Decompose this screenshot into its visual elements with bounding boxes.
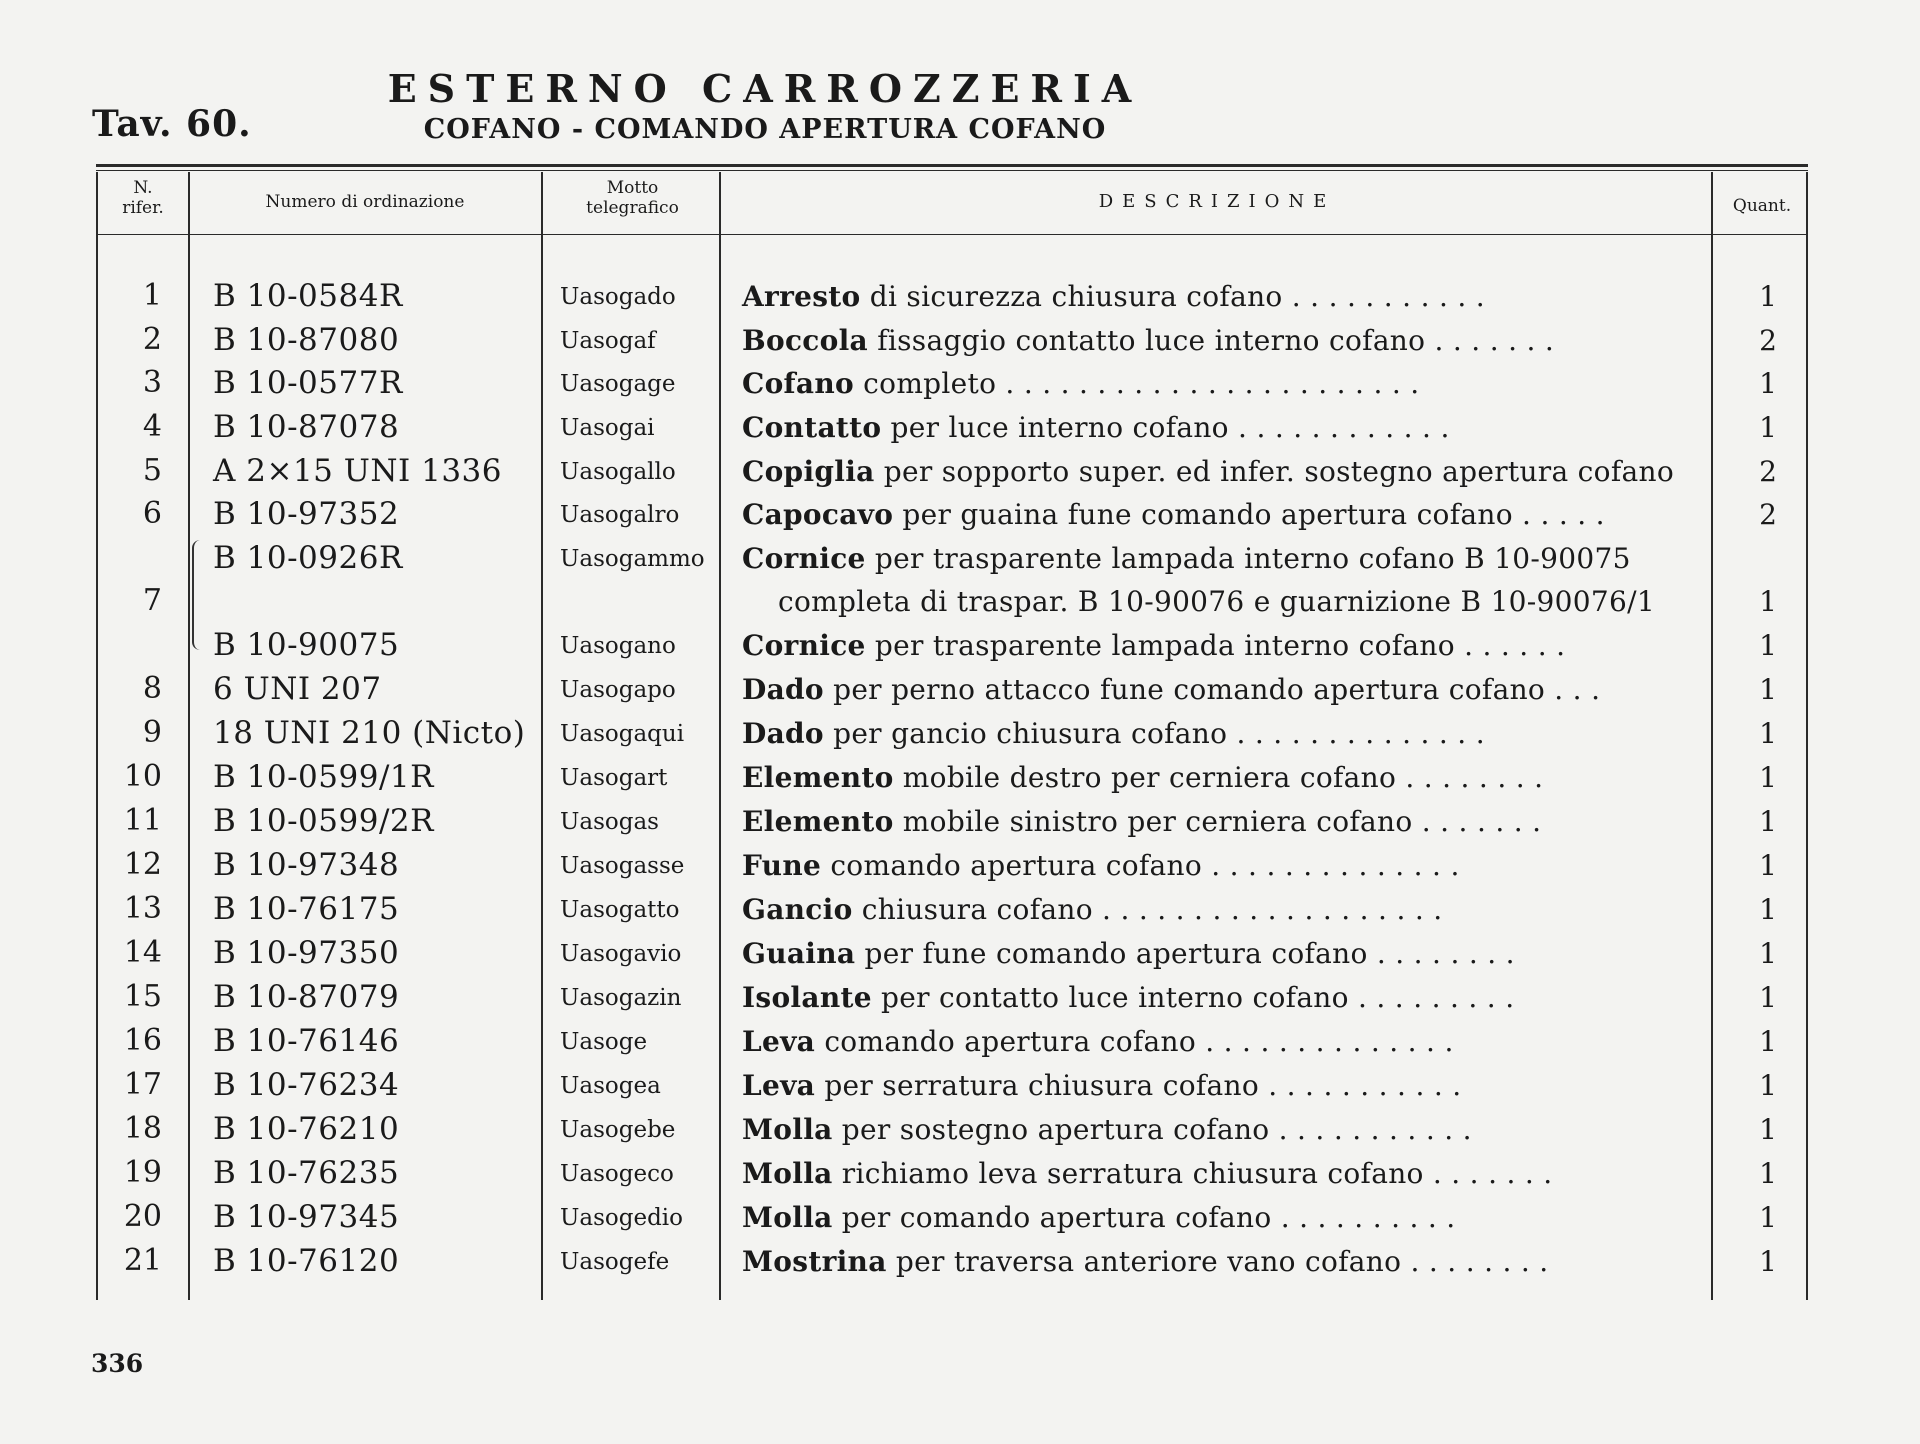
row-description-text: per perno attacco fune comando apertura cofano . . .	[823, 673, 1601, 706]
row-order-number: B 10-76175	[213, 891, 400, 927]
row-description-text: comando apertura cofano . . . . . . . . . . . . . .	[815, 1025, 1454, 1058]
row-order-number: B 10-76146	[213, 1023, 400, 1059]
row-description-keyword: Leva	[742, 1069, 816, 1102]
header-num	[98, 178, 188, 218]
row-description	[742, 367, 1419, 400]
row-description-keyword: Leva	[742, 1025, 816, 1058]
row-telegraphic-code: Uasogalro	[560, 502, 680, 528]
row-description-keyword: Cofano	[742, 367, 854, 400]
row-telegraphic-code: Uasogage	[560, 371, 676, 397]
row-quantity: 1	[1759, 805, 1777, 838]
row-description-text: per traversa anteriore vano cofano . . . . . . . .	[886, 1245, 1549, 1278]
row-order-number: B 10-90075	[213, 627, 400, 663]
row-order-number: 18 UNI 210 (Nicto)	[213, 715, 526, 751]
col-divider-1	[188, 172, 190, 1300]
row-quantity: 1	[1759, 673, 1777, 706]
row-description	[742, 542, 1631, 575]
row-description-text: di sicurezza chiusura cofano . . . . . . . . . . .	[860, 280, 1485, 313]
row-description-text: completo . . . . . . . . . . . . . . . . . . . . . . .	[853, 367, 1420, 400]
row-quantity: 1	[1759, 629, 1777, 662]
row-quantity: 1	[1759, 717, 1777, 750]
header-motto-line2: telegrafico	[586, 198, 679, 218]
row-ref-number: 20	[123, 1199, 162, 1234]
row-description-keyword: Cornice	[742, 542, 866, 575]
row-quantity: 1	[1759, 367, 1777, 400]
row-description-text: per trasparente lampada interno cofano . . . . . .	[865, 629, 1566, 662]
row-telegraphic-code: Uasogavio	[560, 941, 682, 967]
row-description	[742, 673, 1600, 706]
row-description	[742, 1157, 1553, 1190]
row-quantity: 1	[1759, 1245, 1777, 1278]
row-description	[742, 629, 1565, 662]
row-description	[742, 280, 1485, 313]
header-ordine: Numero di ordinazione	[265, 192, 465, 212]
row-order-number: B 10-97345	[213, 1199, 400, 1235]
row-ref-number: 7	[142, 583, 162, 618]
row-description-keyword: Gancio	[742, 893, 853, 926]
top-rule-thin	[96, 170, 1808, 171]
row-description-text: per comando apertura cofano . . . . . . . . . .	[832, 1201, 1456, 1234]
row-telegraphic-code: Uasogapo	[560, 677, 676, 703]
col-divider-4	[1711, 172, 1713, 1300]
row-quantity: 1	[1759, 937, 1777, 970]
row-telegraphic-code: Uasogazin	[560, 985, 682, 1011]
row-description-keyword: Molla	[742, 1157, 833, 1190]
row-quantity: 1	[1759, 981, 1777, 1014]
row-description	[742, 1201, 1456, 1234]
header-motto-line1: Motto	[606, 178, 659, 198]
row-telegraphic-code: Uasoge	[560, 1029, 648, 1055]
row-ref-number: 1	[142, 278, 162, 313]
row-ref-number: 10	[123, 759, 162, 794]
page-subtitle: COFANO - COMANDO APERTURA COFANO	[423, 114, 1107, 145]
row-description	[742, 498, 1605, 531]
row-quantity: 1	[1759, 1201, 1777, 1234]
row-description-keyword: Dado	[742, 673, 824, 706]
row-quantity: 2	[1759, 455, 1777, 488]
row-description	[742, 1245, 1549, 1278]
row-description-text: per fune comando apertura cofano . . . . . . . .	[855, 937, 1515, 970]
row-description-keyword: Isolante	[742, 981, 872, 1014]
row-telegraphic-code: Uasogaqui	[560, 721, 685, 747]
row-description-text: per guaina fune comando apertura cofano . . . . .	[893, 498, 1605, 531]
row-ref-number: 13	[123, 891, 162, 926]
row-telegraphic-code: Uasogaf	[560, 328, 656, 354]
row-telegraphic-code: Uasogado	[560, 284, 676, 310]
row-order-number: A 2×15 UNI 1336	[213, 453, 502, 489]
row-description	[742, 893, 1442, 926]
row-description	[742, 455, 1674, 488]
row-description-text: per trasparente lampada interno cofano B 10-90075	[865, 542, 1631, 575]
row-ref-number: 15	[123, 979, 162, 1014]
row-description-text: fissaggio contatto luce interno cofano . . . . . . .	[868, 324, 1555, 357]
row-ref-number: 14	[123, 935, 162, 970]
page-title: ESTERNO CARROZZERIA	[387, 66, 1143, 111]
row-order-number: B 10-0926R	[213, 540, 403, 576]
row-telegraphic-code: Uasogeco	[560, 1161, 674, 1187]
col-divider-2	[541, 172, 543, 1300]
header-num-line1: N.	[133, 178, 153, 198]
row-description-text: per contatto luce interno cofano . . . . . . . . .	[871, 981, 1515, 1014]
row-order-number: B 10-97352	[213, 496, 400, 532]
row-ref-number: 6	[142, 496, 162, 531]
row-description	[742, 324, 1554, 357]
row-description	[742, 411, 1450, 444]
row-description	[742, 1069, 1461, 1102]
col-divider-right	[1806, 172, 1808, 1300]
row-order-number: B 10-87079	[213, 979, 400, 1015]
row-ref-number: 11	[123, 803, 162, 838]
row-telegraphic-code: Uasogebe	[560, 1117, 676, 1143]
row-quantity: 1	[1759, 761, 1777, 794]
row-order-number: B 10-76120	[213, 1243, 400, 1279]
row-ref-number: 3	[142, 365, 162, 400]
row-description-text: completa di traspar. B 10-90076 e guarnizione B 10-90076/1	[778, 585, 1655, 618]
row-telegraphic-code: Uasogedio	[560, 1205, 684, 1231]
row-order-number: B 10-87078	[213, 409, 400, 445]
row-ref-number: 9	[142, 715, 162, 750]
header-motto	[545, 178, 720, 218]
row-ref-number: 17	[123, 1067, 162, 1102]
row-order-number: B 10-76235	[213, 1155, 400, 1191]
row-description	[742, 937, 1515, 970]
row-telegraphic-code: Uasogatto	[560, 897, 680, 923]
row-description-keyword: Molla	[742, 1113, 833, 1146]
row-order-number: B 10-97348	[213, 847, 400, 883]
row-description-text: mobile destro per cerniera cofano . . . . . . . .	[893, 761, 1544, 794]
row-description	[742, 1113, 1472, 1146]
row-ref-number: 2	[142, 322, 162, 357]
row-description	[742, 981, 1514, 1014]
row-description	[778, 585, 1655, 618]
row-ref-number: 18	[123, 1111, 162, 1146]
row-telegraphic-code: Uasogefe	[560, 1249, 670, 1275]
row-description-text: per serratura chiusura cofano . . . . . . . . . . .	[815, 1069, 1462, 1102]
row-description-text: per sopporto super. ed infer. sostegno apertura cofano	[874, 455, 1674, 488]
row-description-keyword: Capocavo	[742, 498, 894, 531]
top-rule	[96, 164, 1808, 167]
row-telegraphic-code: Uasogammo	[560, 546, 705, 572]
row-ref-number: 4	[142, 409, 162, 444]
page-number: 336	[91, 1349, 144, 1378]
header-descrizione: DESCRIZIONE	[1098, 191, 1336, 212]
header-num-line2: rifer.	[122, 198, 164, 218]
row-quantity: 1	[1759, 849, 1777, 882]
row-ref-number: 19	[123, 1155, 162, 1190]
row-description	[742, 717, 1485, 750]
row-description-keyword: Boccola	[742, 324, 868, 357]
row-description-keyword: Dado	[742, 717, 824, 750]
table-number: Tav. 60.	[92, 103, 252, 145]
row-order-number: B 10-0599/1R	[213, 759, 434, 795]
row-description	[742, 1025, 1454, 1058]
row-description	[742, 805, 1541, 838]
row-telegraphic-code: Uasogasse	[560, 853, 685, 879]
row-ref-number: 8	[142, 671, 162, 706]
row-order-number: B 10-0584R	[213, 278, 403, 314]
row-description-keyword: Molla	[742, 1201, 833, 1234]
row-telegraphic-code: Uasogano	[560, 633, 676, 659]
row-description-keyword: Guaina	[742, 937, 856, 970]
row-description-keyword: Elemento	[742, 805, 894, 838]
row-description	[742, 849, 1460, 882]
row-quantity: 1	[1759, 1025, 1777, 1058]
row-telegraphic-code: Uasogas	[560, 809, 659, 835]
row-description-text: per luce interno cofano . . . . . . . . . . . .	[881, 411, 1450, 444]
item-7-brace	[192, 540, 200, 650]
row-order-number: 6 UNI 207	[213, 671, 382, 707]
row-description	[742, 761, 1543, 794]
row-quantity: 1	[1759, 893, 1777, 926]
row-description-keyword: Copiglia	[742, 455, 875, 488]
row-quantity: 1	[1759, 280, 1777, 313]
row-order-number: B 10-87080	[213, 322, 400, 358]
row-quantity: 1	[1759, 1157, 1777, 1190]
row-description-text: mobile sinistro per cerniera cofano . . . . . . .	[893, 805, 1542, 838]
row-description-keyword: Contatto	[742, 411, 882, 444]
header-quant: Quant.	[1732, 196, 1792, 216]
row-description-keyword: Elemento	[742, 761, 894, 794]
row-telegraphic-code: Uasogart	[560, 765, 668, 791]
row-description-text: richiamo leva serratura chiusura cofano . . . . . . .	[832, 1157, 1553, 1190]
col-divider-3	[719, 172, 721, 1300]
row-ref-number: 5	[142, 453, 162, 488]
header-rule	[96, 234, 1808, 235]
row-description-text: comando apertura cofano . . . . . . . . . . . . . .	[821, 849, 1460, 882]
row-quantity: 2	[1759, 498, 1777, 531]
row-quantity: 1	[1759, 411, 1777, 444]
row-description-keyword: Fune	[742, 849, 822, 882]
row-quantity: 2	[1759, 324, 1777, 357]
row-order-number: B 10-76234	[213, 1067, 400, 1103]
row-quantity: 1	[1759, 1113, 1777, 1146]
row-description-keyword: Arresto	[742, 280, 861, 313]
row-ref-number: 16	[123, 1023, 162, 1058]
row-ref-number: 12	[123, 847, 162, 882]
row-description-keyword: Mostrina	[742, 1245, 887, 1278]
row-quantity: 1	[1759, 1069, 1777, 1102]
row-order-number: B 10-0599/2R	[213, 803, 434, 839]
row-description-text: chiusura cofano . . . . . . . . . . . . . . . . . . .	[852, 893, 1443, 926]
row-description-text: per sostegno apertura cofano . . . . . . . . . . .	[832, 1113, 1472, 1146]
row-description-text: per gancio chiusura cofano . . . . . . . . . . . . . .	[823, 717, 1485, 750]
row-telegraphic-code: Uasogallo	[560, 459, 676, 485]
row-description-keyword: Cornice	[742, 629, 866, 662]
row-quantity: 1	[1759, 585, 1777, 618]
row-telegraphic-code: Uasogea	[560, 1073, 661, 1099]
row-telegraphic-code: Uasogai	[560, 415, 655, 441]
row-order-number: B 10-97350	[213, 935, 400, 971]
row-order-number: B 10-0577R	[213, 365, 403, 401]
row-ref-number: 21	[123, 1243, 162, 1278]
row-order-number: B 10-76210	[213, 1111, 400, 1147]
